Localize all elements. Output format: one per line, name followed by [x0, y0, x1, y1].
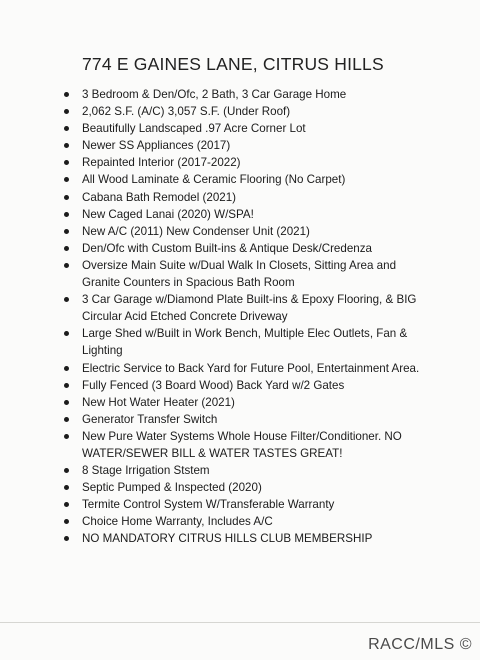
feature-item	[64, 411, 434, 428]
feature-item	[64, 496, 434, 513]
bullet-icon	[64, 383, 69, 388]
bullet-icon	[64, 160, 69, 165]
bullet-icon	[64, 229, 69, 234]
feature-item	[64, 257, 434, 291]
feature-text: Cabana Bath Remodel (2021)	[82, 190, 237, 204]
feature-text: New Hot Water Heater (2021)	[82, 395, 235, 409]
feature-item	[64, 291, 434, 325]
feature-item	[64, 530, 434, 547]
feature-text: 3 Bedroom & Den/Ofc, 2 Bath, 3 Car Garage Home	[82, 88, 347, 101]
feature-list	[64, 86, 434, 548]
feature-item	[64, 377, 434, 394]
feature-text: New Caged Lanai (2020) W/SPA!	[82, 207, 254, 221]
feature-text: Large Shed w/Built in Work Bench, Multiple Elec Outlets, Fan & Lighting	[82, 327, 408, 358]
bullet-icon	[64, 126, 69, 131]
feature-item	[64, 86, 434, 103]
feature-text: New Pure Water Systems Whole House Filter/Conditioner. NO WATER/SEWER BILL & WATER TASTES GREAT!	[82, 429, 402, 460]
feature-item	[64, 206, 434, 223]
bullet-icon	[64, 212, 69, 217]
bullet-icon	[64, 468, 69, 473]
feature-item	[64, 137, 434, 154]
feature-text: Choice Home Warranty, Includes A/C	[82, 515, 273, 529]
feature-text: Den/Ofc with Custom Built-ins & Antique Desk/Credenza	[82, 241, 372, 255]
bullet-icon	[64, 263, 69, 268]
feature-item	[64, 120, 434, 137]
feature-text: Fully Fenced (3 Board Wood) Back Yard w/2 Gates	[82, 378, 345, 392]
document-title: 774 E GAINES LANE, CITRUS HILLS	[82, 54, 384, 74]
feature-text: Newer SS Appliances (2017)	[82, 139, 231, 153]
feature-item	[64, 394, 434, 411]
feature-item	[64, 479, 434, 496]
bullet-icon	[64, 417, 69, 422]
feature-item	[64, 103, 434, 120]
feature-text: New A/C (2011) New Condenser Unit (2021)	[82, 224, 310, 238]
bullet-icon	[64, 519, 69, 524]
feature-text: Beautifully Landscaped .97 Acre Corner Lot	[82, 122, 306, 136]
feature-item	[64, 513, 434, 530]
bullet-icon	[64, 366, 69, 371]
feature-item	[64, 240, 434, 257]
bullet-icon	[64, 400, 69, 405]
feature-text: Electric Service to Back Yard for Future Pool, Entertainment Area.	[82, 361, 420, 375]
feature-text: Termite Control System W/Transferable Warranty	[82, 498, 335, 512]
feature-item	[64, 325, 434, 359]
feature-text: Repainted Interior (2017-2022)	[82, 156, 241, 170]
bullet-icon	[64, 246, 69, 251]
feature-text: NO MANDATORY CITRUS HILLS CLUB MEMBERSHIP	[82, 532, 373, 546]
feature-item	[64, 223, 434, 240]
bullet-icon	[64, 109, 69, 114]
feature-item	[64, 462, 434, 479]
page-edge-divider	[0, 622, 480, 623]
feature-text: Septic Pumped & Inspected (2020)	[82, 481, 262, 495]
feature-text: 3 Car Garage w/Diamond Plate Built-ins & Epoxy Flooring, & BIG Circular Acid Etched Concrete Driveway	[82, 293, 417, 324]
mls-watermark: RACC/MLS ©	[368, 636, 472, 653]
feature-text: 2,062 S.F. (A/C) 3,057 S.F. (Under Roof)	[82, 105, 291, 119]
feature-item	[64, 171, 434, 188]
feature-text: Generator Transfer Switch	[82, 412, 218, 426]
feature-text: Oversize Main Suite w/Dual Walk In Closets, Sitting Area and Granite Counters in Spacious Bath Room	[82, 258, 397, 290]
feature-text: 8 Stage Irrigation Ststem	[82, 464, 210, 478]
bullet-icon	[64, 92, 69, 97]
feature-text: All Wood Laminate & Ceramic Flooring (No Carpet)	[82, 173, 346, 187]
bullet-icon	[64, 177, 69, 182]
bullet-icon	[64, 485, 69, 490]
bullet-icon	[64, 536, 69, 541]
feature-item	[64, 189, 434, 206]
bullet-icon	[64, 331, 69, 336]
bullet-icon	[64, 143, 69, 148]
bullet-icon	[64, 297, 69, 302]
bullet-icon	[64, 502, 69, 507]
bullet-icon	[64, 434, 69, 439]
feature-item	[64, 360, 434, 377]
feature-item	[64, 154, 434, 171]
bullet-icon	[64, 195, 69, 200]
feature-item	[64, 428, 434, 462]
